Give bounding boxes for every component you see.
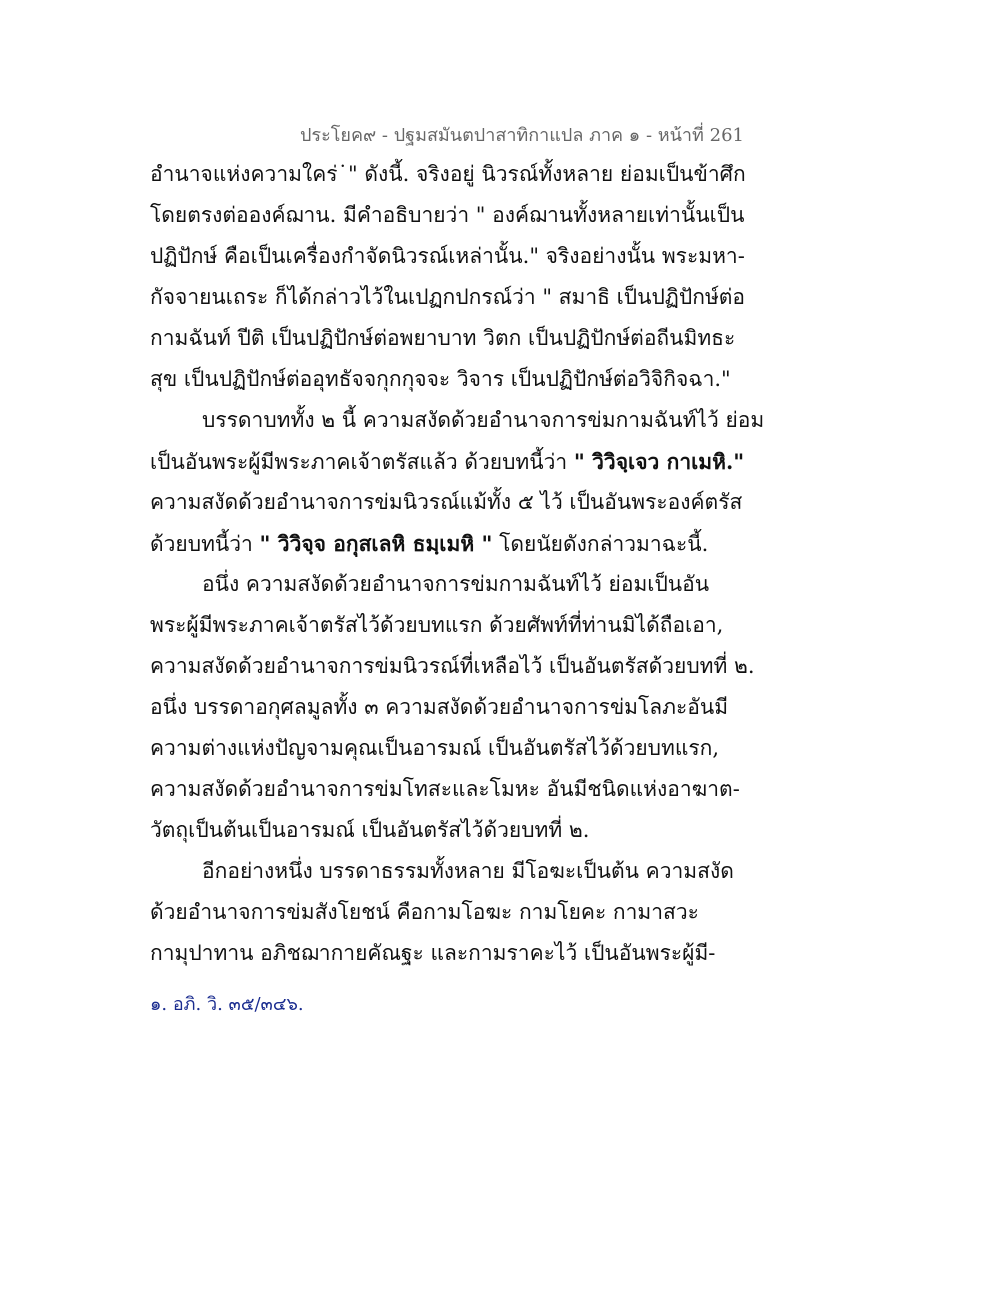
pali-quote: " วิวิจฺจ อกุสเลหิ ธมฺเมหิ " xyxy=(259,531,493,556)
text-line: พระผู้มีพระภาคเจ้าตรัสไว้ด้วยบทแรก ด้วยศัพท์ที่ท่านมิได้ถือเอา, xyxy=(150,613,724,637)
pali-quote: " วิวิจฺเจว กาเมหิ." xyxy=(573,449,745,474)
text-line xyxy=(150,441,745,482)
text-line: กามุปาทาน อภิชฌากายคัณฐะ และกามราคะไว้ เป็นอันพระผู้มี- xyxy=(150,941,716,965)
text-line: ความสงัดด้วยอำนาจการข่มนิวรณ์แม้ทั้ง ๕ ไว้ เป็นอันพระองค์ตรัส xyxy=(150,490,743,514)
text-line: อนึ่ง บรรดาอกุศลมูลทั้ง ๓ ความสงัดด้วยอำนาจการข่มโลภะอันมี xyxy=(150,695,729,719)
text-line: ด้วยอำนาจการข่มสังโยชน์ คือกามโอฆะ กามโยคะ กามาสวะ xyxy=(150,900,699,924)
text-line: กัจจายนเถระ ก็ได้กล่าวไว้ในเปฏกปกรณ์ว่า " สมาธิ เป็นปฏิปักษ์ต่อ xyxy=(150,285,746,309)
text-line xyxy=(150,523,730,564)
text-line: บรรดาบททั้ง ๒ นี้ ความสงัดด้วยอำนาจการข่มกามฉันท์ไว้ ย่อม xyxy=(202,408,765,432)
body-text xyxy=(150,154,765,974)
text-segment: ด้วยบทนี้ว่า xyxy=(150,532,260,556)
text-line: อำนาจแห่งความใคร่˙" ดังนี้. จริงอยู่ นิวรณ์ทั้งหลาย ย่อมเป็นข้าศึก xyxy=(150,162,746,186)
text-line: ความต่างแห่งปัญจามคุณเป็นอารมณ์ เป็นอันตรัสไว้ด้วยบทแรก, xyxy=(150,736,720,760)
page-header: ประโยค๙ - ปฐมสมันตปาสาทิกาแปล ภาค ๑ - หน้าที่ 261 xyxy=(300,125,744,146)
text-line: ความสงัดด้วยอำนาจการข่มนิวรณ์ที่เหลือไว้ เป็นอันตรัสด้วยบทที่ ๒. xyxy=(150,654,755,678)
text-segment: เป็นอันพระผู้มีพระภาคเจ้าตรัสแล้ว ด้วยบทนี้ว่า xyxy=(150,450,574,474)
text-line: อนึ่ง ความสงัดด้วยอำนาจการข่มกามฉันท์ไว้ ย่อมเป็นอัน xyxy=(202,572,710,596)
text-line: วัตถุเป็นต้นเป็นอารมณ์ เป็นอันตรัสไว้ด้วยบทที่ ๒. xyxy=(150,818,590,842)
text-line: กามฉันท์ ปีติ เป็นปฏิปักษ์ต่อพยาบาท วิตก เป็นปฏิปักษ์ต่อถีนมิทธะ xyxy=(150,326,736,350)
text-segment: โดยนัยดังกล่าวมาฉะนี้. xyxy=(492,532,709,556)
text-line: สุข เป็นปฏิปักษ์ต่ออุทธัจจกุกกุจจะ วิจาร เป็นปฏิปักษ์ต่อวิจิกิจฉา." xyxy=(150,367,731,391)
text-line: ความสงัดด้วยอำนาจการข่มโทสะและโมหะ อันมีชนิดแห่งอาฆาต- xyxy=(150,777,740,801)
text-line: อีกอย่างหนึ่ง บรรดาธรรมทั้งหลาย มีโอฆะเป็นต้น ความสงัด xyxy=(202,859,734,883)
text-line: โดยตรงต่อองค์ฌาน. มีคำอธิบายว่า " องค์ฌานทั้งหลายเท่านั้นเป็น xyxy=(150,203,745,227)
footnote: ๑. อภิ. วิ. ๓๕/๓๔๖. xyxy=(150,994,304,1015)
text-line: ปฏิปักษ์ คือเป็นเครื่องกำจัดนิวรณ์เหล่านั้น." จริงอย่างนั้น พระมหา- xyxy=(150,244,745,268)
